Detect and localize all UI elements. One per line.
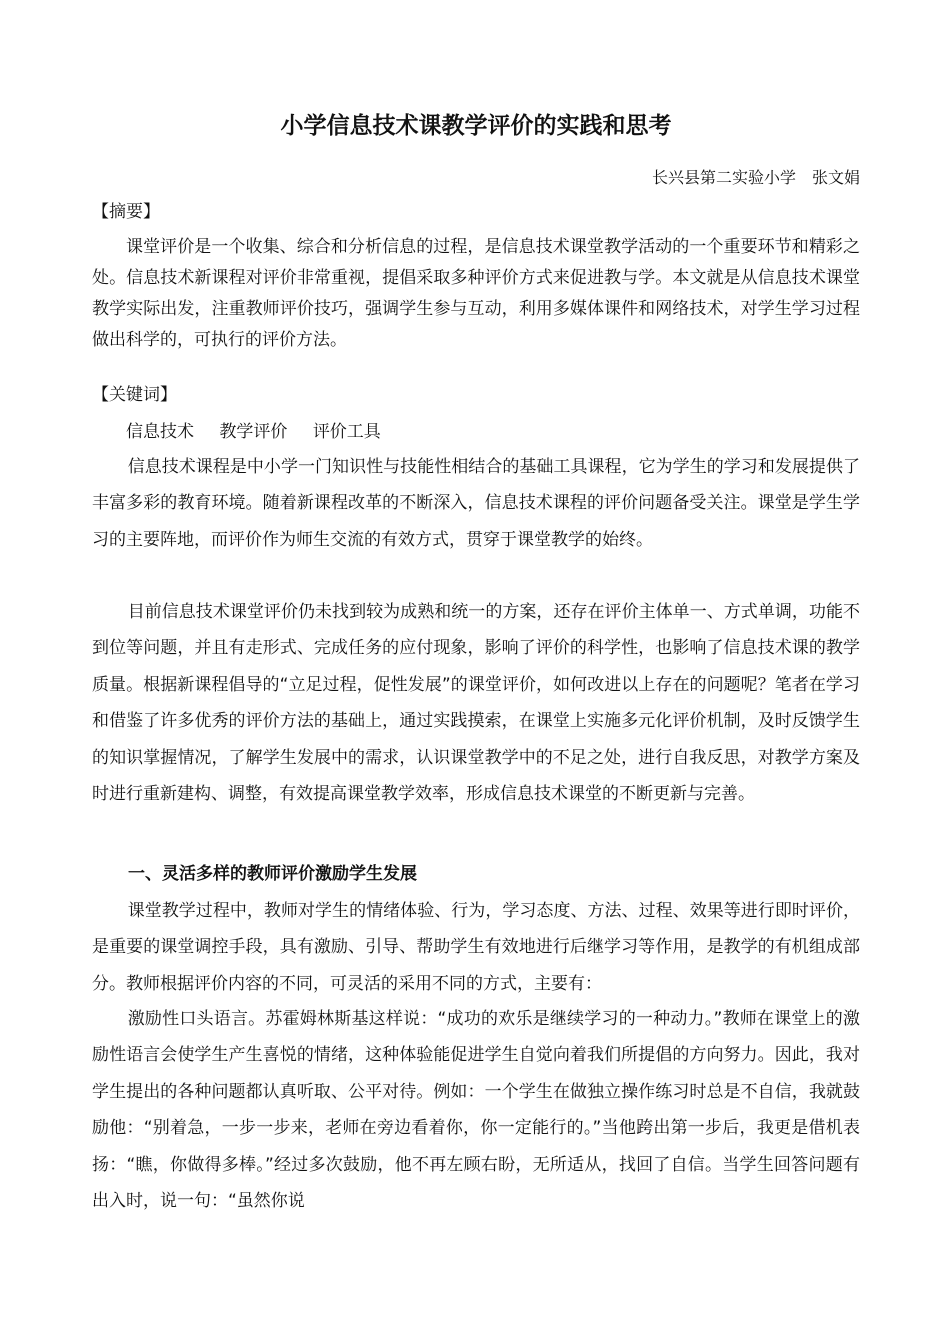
keywords-label: 【关键词】 bbox=[92, 385, 177, 405]
body-paragraph: 信息技术课程是中小学一门知识性与技能性相结合的基础工具课程，它为学生的学习和发展提供了丰富多彩的教育环境。随着新课程改革的不断深入，信息技术课程的评价问题备受关注。课堂是学生学习的主要阵地，而评价作为师生交流的有效方式，贯穿于课堂教学的始终。 bbox=[92, 457, 860, 550]
author-line: 长兴县第二实验小学 张文娟 bbox=[651, 168, 860, 187]
body-paragraph: 激励性口头语言。苏霍姆林斯基这样说：“成功的欢乐是继续学习的一种动力。”教师在课堂上的激励性语言会使学生产生喜悦的情绪，这种体验能促进学生自觉向着我们所提倡的方向努力。因此，我对学生提出的各种问题都认真听取、公平对待。例如：一个学生在做独立操作练习时总是不自信，我就鼓励他：“别着急，一步一步来，老师在旁边看着你，你一定能行的。”当他跨出第一步后，我更是借机表扬：“瞧，你做得多棒。”经过多次鼓励，他不再左顾右盼，无所适从，找回了自信。当学生回答问题有出入时，说一句：“虽然你说 bbox=[92, 1009, 860, 1212]
body-paragraph: 目前信息技术课堂评价仍未找到较为成熟和统一的方案，还存在评价主体单一、方式单调，功能不到位等问题，并且有走形式、完成任务的应付现象，影响了评价的科学性，也影响了信息技术课的教学质量。根据新课程倡导的“立足过程，促性发展”的课堂评价，如何改进以上存在的问题呢？笔者在学习和借鉴了许多优秀的评价方法的基础上，通过实践摸索，在课堂上实施多元化评价机制，及时反馈学生的知识掌握情况，了解学生发展中的需求，认识课堂教学中的不足之处，进行自我反思，对教学方案及时进行重新建构、调整，有效提高课堂教学效率，形成信息技术课堂的不断更新与完善。 bbox=[92, 602, 860, 805]
abstract-text: 课堂评价是一个收集、综合和分析信息的过程，是信息技术课堂教学活动的一个重要环节和精彩之处。信息技术新课程对评价非常重视，提倡采取多种评价方式来促进教与学。本文就是从信息技术课堂教学实际出发，注重教师评价技巧，强调学生参与互动，利用多媒体课件和网络技术，对学生学习过程做出科学的，可执行的评价方法。 bbox=[92, 237, 860, 350]
keyword: 教学评价 bbox=[219, 422, 288, 442]
section-heading: 一、灵活多样的教师评价激励学生发展 bbox=[128, 864, 417, 884]
keyword: 评价工具 bbox=[312, 422, 381, 442]
document-title: 小学信息技术课教学评价的实践和思考 bbox=[280, 113, 672, 139]
keyword: 信息技术 bbox=[126, 422, 194, 442]
keywords-list bbox=[126, 418, 401, 446]
abstract-label: 【摘要】 bbox=[92, 202, 160, 222]
body-paragraph: 课堂教学过程中，教师对学生的情绪体验、行为，学习态度、方法、过程、效果等进行即时评价，是重要的课堂调控手段，具有激励、引导、帮助学生有效地进行后继学习等作用，是教学的有机组成部分。教师根据评价内容的不同，可灵活的采用不同的方式，主要有： bbox=[92, 901, 860, 994]
